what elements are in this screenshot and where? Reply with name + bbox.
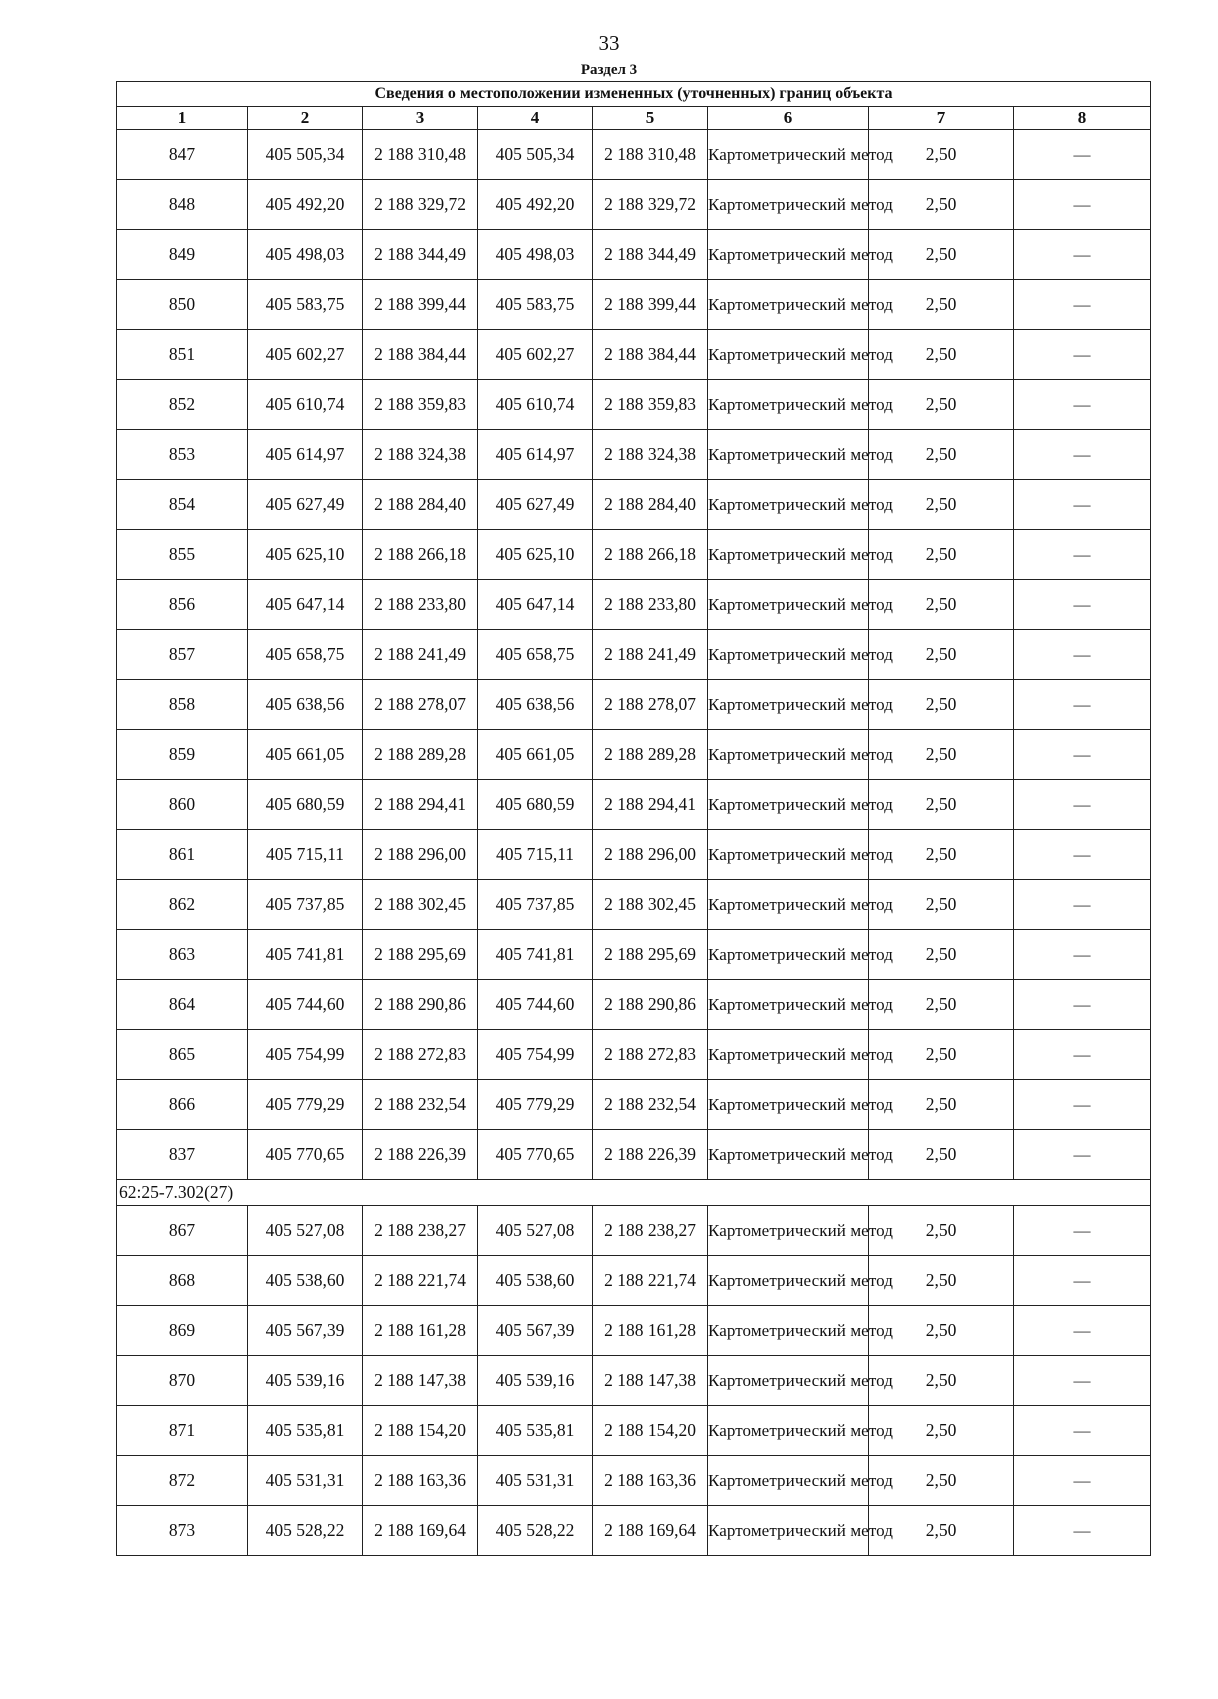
accuracy-cell: 2,50 — [869, 1130, 1014, 1180]
accuracy-cell: 2,50 — [869, 430, 1014, 480]
x-existing-cell: 405 610,74 — [248, 380, 363, 430]
x-existing-cell: 405 680,59 — [248, 780, 363, 830]
x-new-cell: 405 647,14 — [478, 580, 593, 630]
x-existing-cell: 405 737,85 — [248, 880, 363, 930]
x-existing-cell: 405 658,75 — [248, 630, 363, 680]
x-new-cell: 405 737,85 — [478, 880, 593, 930]
accuracy-cell: 2,50 — [869, 780, 1014, 830]
table-caption: Сведения о местоположении измененных (уточненных) границ объекта — [117, 82, 1151, 107]
method-cell: Картометрический метод — [708, 1456, 869, 1506]
point-number-cell: 868 — [117, 1256, 248, 1306]
x-new-cell: 405 567,39 — [478, 1306, 593, 1356]
y-new-cell: 2 188 344,49 — [593, 230, 708, 280]
x-existing-cell: 405 528,22 — [248, 1506, 363, 1556]
y-existing-cell: 2 188 399,44 — [363, 280, 478, 330]
accuracy-cell: 2,50 — [869, 1456, 1014, 1506]
accuracy-cell: 2,50 — [869, 1506, 1014, 1556]
table-row — [117, 180, 1151, 230]
x-new-cell: 405 779,29 — [478, 1080, 593, 1130]
x-existing-cell: 405 770,65 — [248, 1130, 363, 1180]
y-new-cell: 2 188 324,38 — [593, 430, 708, 480]
point-number-cell: 856 — [117, 580, 248, 630]
y-new-cell: 2 188 278,07 — [593, 680, 708, 730]
table-row — [117, 830, 1151, 880]
method-cell: Картометрический метод — [708, 1080, 869, 1130]
table-row — [117, 1356, 1151, 1406]
point-number-cell: 850 — [117, 280, 248, 330]
y-new-cell: 2 188 238,27 — [593, 1206, 708, 1256]
description-cell: — — [1014, 1130, 1151, 1180]
y-new-cell: 2 188 384,44 — [593, 330, 708, 380]
method-cell: Картометрический метод — [708, 780, 869, 830]
x-existing-cell: 405 779,29 — [248, 1080, 363, 1130]
accuracy-cell: 2,50 — [869, 280, 1014, 330]
description-cell: — — [1014, 130, 1151, 180]
method-cell: Картометрический метод — [708, 1356, 869, 1406]
x-new-cell: 405 754,99 — [478, 1030, 593, 1080]
y-existing-cell: 2 188 296,00 — [363, 830, 478, 880]
y-new-cell: 2 188 284,40 — [593, 480, 708, 530]
description-cell: — — [1014, 1456, 1151, 1506]
x-new-cell: 405 610,74 — [478, 380, 593, 430]
method-cell: Картометрический метод — [708, 430, 869, 480]
description-cell: — — [1014, 930, 1151, 980]
x-existing-cell: 405 505,34 — [248, 130, 363, 180]
description-cell: — — [1014, 1306, 1151, 1356]
column-header: 2 — [248, 107, 363, 130]
point-number-cell: 855 — [117, 530, 248, 580]
accuracy-cell: 2,50 — [869, 380, 1014, 430]
parcel-label-row — [117, 1180, 1151, 1206]
x-new-cell: 405 625,10 — [478, 530, 593, 580]
x-new-cell: 405 658,75 — [478, 630, 593, 680]
x-existing-cell: 405 661,05 — [248, 730, 363, 780]
table-row — [117, 380, 1151, 430]
table-row — [117, 1130, 1151, 1180]
table-row — [117, 1306, 1151, 1356]
point-number-cell: 866 — [117, 1080, 248, 1130]
description-cell: — — [1014, 330, 1151, 380]
point-number-cell: 869 — [117, 1306, 248, 1356]
method-cell: Картометрический метод — [708, 1406, 869, 1456]
y-existing-cell: 2 188 147,38 — [363, 1356, 478, 1406]
point-number-cell: 865 — [117, 1030, 248, 1080]
x-new-cell: 405 498,03 — [478, 230, 593, 280]
description-cell: — — [1014, 180, 1151, 230]
description-cell: — — [1014, 230, 1151, 280]
y-existing-cell: 2 188 290,86 — [363, 980, 478, 1030]
column-header: 8 — [1014, 107, 1151, 130]
y-existing-cell: 2 188 302,45 — [363, 880, 478, 930]
x-existing-cell: 405 647,14 — [248, 580, 363, 630]
y-new-cell: 2 188 359,83 — [593, 380, 708, 430]
accuracy-cell: 2,50 — [869, 130, 1014, 180]
x-new-cell: 405 680,59 — [478, 780, 593, 830]
y-new-cell: 2 188 233,80 — [593, 580, 708, 630]
point-number-cell: 852 — [117, 380, 248, 430]
description-cell: — — [1014, 1080, 1151, 1130]
table-row — [117, 730, 1151, 780]
method-cell: Картометрический метод — [708, 1306, 869, 1356]
y-new-cell: 2 188 399,44 — [593, 280, 708, 330]
table-row — [117, 1080, 1151, 1130]
section-title: Раздел 3 — [580, 62, 638, 78]
point-number-cell: 872 — [117, 1456, 248, 1506]
y-new-cell: 2 188 154,20 — [593, 1406, 708, 1456]
description-cell: — — [1014, 280, 1151, 330]
accuracy-cell: 2,50 — [869, 1030, 1014, 1080]
method-cell: Картометрический метод — [708, 880, 869, 930]
x-existing-cell: 405 627,49 — [248, 480, 363, 530]
table-row — [117, 630, 1151, 680]
table-row — [117, 1256, 1151, 1306]
x-new-cell: 405 505,34 — [478, 130, 593, 180]
table-row — [117, 580, 1151, 630]
method-cell: Картометрический метод — [708, 330, 869, 380]
table-row — [117, 1030, 1151, 1080]
method-cell: Картометрический метод — [708, 180, 869, 230]
point-number-cell: 858 — [117, 680, 248, 730]
method-cell: Картометрический метод — [708, 380, 869, 430]
table-row — [117, 530, 1151, 580]
table-row — [117, 280, 1151, 330]
column-header: 4 — [478, 107, 593, 130]
x-existing-cell: 405 583,75 — [248, 280, 363, 330]
point-number-cell: 861 — [117, 830, 248, 880]
y-new-cell: 2 188 163,36 — [593, 1456, 708, 1506]
accuracy-cell: 2,50 — [869, 580, 1014, 630]
y-existing-cell: 2 188 284,40 — [363, 480, 478, 530]
accuracy-cell: 2,50 — [869, 880, 1014, 930]
table-row — [117, 1406, 1151, 1456]
x-new-cell: 405 535,81 — [478, 1406, 593, 1456]
table-row — [117, 130, 1151, 180]
accuracy-cell: 2,50 — [869, 730, 1014, 780]
accuracy-cell: 2,50 — [869, 180, 1014, 230]
x-new-cell: 405 531,31 — [478, 1456, 593, 1506]
table-row — [117, 230, 1151, 280]
x-existing-cell: 405 744,60 — [248, 980, 363, 1030]
x-existing-cell: 405 539,16 — [248, 1356, 363, 1406]
method-cell: Картометрический метод — [708, 280, 869, 330]
y-new-cell: 2 188 272,83 — [593, 1030, 708, 1080]
description-cell: — — [1014, 730, 1151, 780]
description-cell: — — [1014, 430, 1151, 480]
accuracy-cell: 2,50 — [869, 1256, 1014, 1306]
y-new-cell: 2 188 289,28 — [593, 730, 708, 780]
point-number-cell: 862 — [117, 880, 248, 930]
x-existing-cell: 405 715,11 — [248, 830, 363, 880]
y-existing-cell: 2 188 163,36 — [363, 1456, 478, 1506]
description-cell: — — [1014, 630, 1151, 680]
y-existing-cell: 2 188 161,28 — [363, 1306, 478, 1356]
accuracy-cell: 2,50 — [869, 230, 1014, 280]
method-cell: Картометрический метод — [708, 1030, 869, 1080]
x-new-cell: 405 492,20 — [478, 180, 593, 230]
y-new-cell: 2 188 302,45 — [593, 880, 708, 930]
method-cell: Картометрический метод — [708, 980, 869, 1030]
description-cell: — — [1014, 1406, 1151, 1456]
x-new-cell: 405 602,27 — [478, 330, 593, 380]
method-cell: Картометрический метод — [708, 530, 869, 580]
description-cell: — — [1014, 1356, 1151, 1406]
y-existing-cell: 2 188 266,18 — [363, 530, 478, 580]
accuracy-cell: 2,50 — [869, 1306, 1014, 1356]
table-row — [117, 680, 1151, 730]
x-existing-cell: 405 498,03 — [248, 230, 363, 280]
y-existing-cell: 2 188 238,27 — [363, 1206, 478, 1256]
y-new-cell: 2 188 161,28 — [593, 1306, 708, 1356]
y-new-cell: 2 188 294,41 — [593, 780, 708, 830]
point-number-cell: 867 — [117, 1206, 248, 1256]
y-existing-cell: 2 188 294,41 — [363, 780, 478, 830]
parcel-label: 62:25-7.302(27) — [117, 1180, 1151, 1206]
point-number-cell: 849 — [117, 230, 248, 280]
description-cell: — — [1014, 980, 1151, 1030]
point-number-cell: 847 — [117, 130, 248, 180]
y-existing-cell: 2 188 241,49 — [363, 630, 478, 680]
accuracy-cell: 2,50 — [869, 680, 1014, 730]
method-cell: Картометрический метод — [708, 480, 869, 530]
y-existing-cell: 2 188 272,83 — [363, 1030, 478, 1080]
y-existing-cell: 2 188 221,74 — [363, 1256, 478, 1306]
x-new-cell: 405 715,11 — [478, 830, 593, 880]
accuracy-cell: 2,50 — [869, 330, 1014, 380]
y-existing-cell: 2 188 278,07 — [363, 680, 478, 730]
y-new-cell: 2 188 329,72 — [593, 180, 708, 230]
y-existing-cell: 2 188 226,39 — [363, 1130, 478, 1180]
y-new-cell: 2 188 296,00 — [593, 830, 708, 880]
boundary-coordinates-table — [116, 81, 1151, 1556]
y-existing-cell: 2 188 232,54 — [363, 1080, 478, 1130]
description-cell: — — [1014, 530, 1151, 580]
accuracy-cell: 2,50 — [869, 1206, 1014, 1256]
method-cell: Картометрический метод — [708, 1130, 869, 1180]
y-new-cell: 2 188 295,69 — [593, 930, 708, 980]
x-new-cell: 405 770,65 — [478, 1130, 593, 1180]
x-existing-cell: 405 531,31 — [248, 1456, 363, 1506]
method-cell: Картометрический метод — [708, 730, 869, 780]
column-header: 7 — [869, 107, 1014, 130]
table-row — [117, 880, 1151, 930]
x-existing-cell: 405 754,99 — [248, 1030, 363, 1080]
method-cell: Картометрический метод — [708, 1506, 869, 1556]
table-row — [117, 1206, 1151, 1256]
x-new-cell: 405 538,60 — [478, 1256, 593, 1306]
table-row — [117, 930, 1151, 980]
y-existing-cell: 2 188 169,64 — [363, 1506, 478, 1556]
method-cell: Картометрический метод — [708, 830, 869, 880]
table-body — [117, 130, 1151, 1556]
point-number-cell: 837 — [117, 1130, 248, 1180]
x-new-cell: 405 527,08 — [478, 1206, 593, 1256]
column-header: 5 — [593, 107, 708, 130]
point-number-cell: 864 — [117, 980, 248, 1030]
point-number-cell: 854 — [117, 480, 248, 530]
point-number-cell: 857 — [117, 630, 248, 680]
point-number-cell: 871 — [117, 1406, 248, 1456]
description-cell: — — [1014, 780, 1151, 830]
description-cell: — — [1014, 1030, 1151, 1080]
description-cell: — — [1014, 380, 1151, 430]
table-row — [117, 780, 1151, 830]
x-existing-cell: 405 567,39 — [248, 1306, 363, 1356]
description-cell: — — [1014, 680, 1151, 730]
accuracy-cell: 2,50 — [869, 530, 1014, 580]
accuracy-cell: 2,50 — [869, 930, 1014, 980]
method-cell: Картометрический метод — [708, 580, 869, 630]
x-existing-cell: 405 538,60 — [248, 1256, 363, 1306]
accuracy-cell: 2,50 — [869, 480, 1014, 530]
table-row — [117, 430, 1151, 480]
method-cell: Картометрический метод — [708, 130, 869, 180]
column-number-row — [117, 107, 1151, 130]
description-cell: — — [1014, 830, 1151, 880]
description-cell: — — [1014, 580, 1151, 630]
x-new-cell: 405 583,75 — [478, 280, 593, 330]
y-new-cell: 2 188 310,48 — [593, 130, 708, 180]
accuracy-cell: 2,50 — [869, 980, 1014, 1030]
accuracy-cell: 2,50 — [869, 630, 1014, 680]
x-existing-cell: 405 492,20 — [248, 180, 363, 230]
method-cell: Картометрический метод — [708, 230, 869, 280]
y-existing-cell: 2 188 154,20 — [363, 1406, 478, 1456]
method-cell: Картометрический метод — [708, 930, 869, 980]
x-new-cell: 405 614,97 — [478, 430, 593, 480]
y-new-cell: 2 188 221,74 — [593, 1256, 708, 1306]
y-existing-cell: 2 188 324,38 — [363, 430, 478, 480]
x-existing-cell: 405 527,08 — [248, 1206, 363, 1256]
y-new-cell: 2 188 226,39 — [593, 1130, 708, 1180]
x-new-cell: 405 744,60 — [478, 980, 593, 1030]
x-existing-cell: 405 625,10 — [248, 530, 363, 580]
page-number: 33 — [598, 31, 620, 55]
y-new-cell: 2 188 147,38 — [593, 1356, 708, 1406]
table-row — [117, 1506, 1151, 1556]
column-header: 6 — [708, 107, 869, 130]
y-new-cell: 2 188 241,49 — [593, 630, 708, 680]
x-new-cell: 405 661,05 — [478, 730, 593, 780]
point-number-cell: 863 — [117, 930, 248, 980]
x-existing-cell: 405 638,56 — [248, 680, 363, 730]
point-number-cell: 873 — [117, 1506, 248, 1556]
accuracy-cell: 2,50 — [869, 1080, 1014, 1130]
table-row — [117, 330, 1151, 380]
accuracy-cell: 2,50 — [869, 1406, 1014, 1456]
description-cell: — — [1014, 1206, 1151, 1256]
y-new-cell: 2 188 290,86 — [593, 980, 708, 1030]
method-cell: Картометрический метод — [708, 630, 869, 680]
method-cell: Картометрический метод — [708, 680, 869, 730]
description-cell: — — [1014, 880, 1151, 930]
y-existing-cell: 2 188 344,49 — [363, 230, 478, 280]
column-header: 3 — [363, 107, 478, 130]
point-number-cell: 851 — [117, 330, 248, 380]
table-row — [117, 980, 1151, 1030]
y-existing-cell: 2 188 289,28 — [363, 730, 478, 780]
y-existing-cell: 2 188 310,48 — [363, 130, 478, 180]
x-new-cell: 405 539,16 — [478, 1356, 593, 1406]
method-cell: Картометрический метод — [708, 1206, 869, 1256]
description-cell: — — [1014, 480, 1151, 530]
y-new-cell: 2 188 232,54 — [593, 1080, 708, 1130]
y-existing-cell: 2 188 329,72 — [363, 180, 478, 230]
x-new-cell: 405 627,49 — [478, 480, 593, 530]
y-existing-cell: 2 188 359,83 — [363, 380, 478, 430]
x-new-cell: 405 528,22 — [478, 1506, 593, 1556]
description-cell: — — [1014, 1506, 1151, 1556]
x-existing-cell: 405 535,81 — [248, 1406, 363, 1456]
x-existing-cell: 405 602,27 — [248, 330, 363, 380]
point-number-cell: 859 — [117, 730, 248, 780]
x-new-cell: 405 741,81 — [478, 930, 593, 980]
method-cell: Картометрический метод — [708, 1256, 869, 1306]
description-cell: — — [1014, 1256, 1151, 1306]
table-row — [117, 480, 1151, 530]
point-number-cell: 870 — [117, 1356, 248, 1406]
accuracy-cell: 2,50 — [869, 830, 1014, 880]
point-number-cell: 860 — [117, 780, 248, 830]
y-existing-cell: 2 188 384,44 — [363, 330, 478, 380]
y-new-cell: 2 188 266,18 — [593, 530, 708, 580]
y-existing-cell: 2 188 233,80 — [363, 580, 478, 630]
x-existing-cell: 405 614,97 — [248, 430, 363, 480]
y-existing-cell: 2 188 295,69 — [363, 930, 478, 980]
point-number-cell: 853 — [117, 430, 248, 480]
point-number-cell: 848 — [117, 180, 248, 230]
accuracy-cell: 2,50 — [869, 1356, 1014, 1406]
y-new-cell: 2 188 169,64 — [593, 1506, 708, 1556]
x-existing-cell: 405 741,81 — [248, 930, 363, 980]
x-new-cell: 405 638,56 — [478, 680, 593, 730]
table-row — [117, 1456, 1151, 1506]
column-header: 1 — [117, 107, 248, 130]
